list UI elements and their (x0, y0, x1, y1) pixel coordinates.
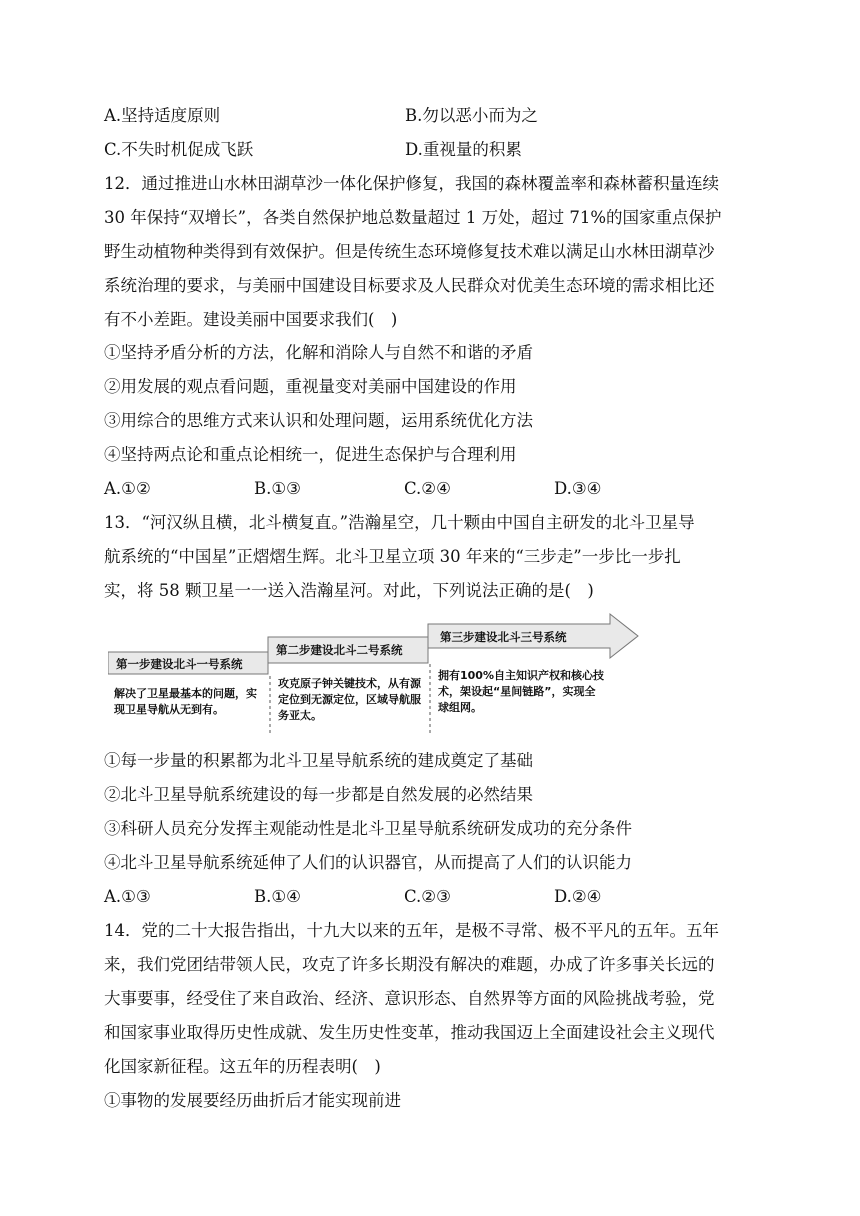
q12-stem-line: 野生动植物种类得到有效保护。但是传统生态环境修复技术难以满足山水林田湖草沙 (104, 242, 715, 261)
q12-option-a: A.①② (104, 479, 151, 498)
q12-statement: ③用综合的思维方式来认识和处理问题，运用系统优化方法 (104, 411, 533, 430)
q11-option-d: D.重视量的积累 (405, 140, 522, 159)
q13-statement: ②北斗卫星导航系统建设的每一步都是自然发展的必然结果 (104, 785, 533, 804)
q12-stem-line: 12．通过推进山水林田湖草沙一体化保护修复，我国的森林覆盖率和森林蓄积量连续 (104, 174, 719, 193)
q13-stem-line: 实，将 58 颗卫星一一送入浩瀚星河。对此，下列说法正确的是( ) (104, 581, 594, 600)
q12-option-c: C.②④ (404, 479, 451, 498)
q13-option-a: A.①③ (104, 887, 151, 906)
q13-option-d: D.②④ (554, 887, 602, 906)
q12-stem-line: 30 年保持“双增长”，各类自然保护地总数量超过 1 万处，超过 71%的国家重点保护 (104, 208, 722, 227)
q11-option-c: C.不失时机促成飞跃 (104, 140, 254, 159)
step-3-description: 拥有100%自主知识产权和核心技术，架设起“星间链路”，实现全球组网。 (438, 669, 604, 714)
q12-statement: ④坚持两点论和重点论相统一，促进生态保护与合理利用 (104, 445, 517, 464)
q12-statement: ①坚持矛盾分析的方法，化解和消除人与自然不和谐的矛盾 (104, 343, 533, 362)
q13-statement: ①每一步量的积累都为北斗卫星导航系统的建成奠定了基础 (104, 751, 533, 770)
q12-statement: ②用发展的观点看问题，重视量变对美丽中国建设的作用 (104, 377, 517, 396)
q11-option-b: B.勿以恶小而为之 (405, 106, 538, 125)
q14-stem-line: 化国家新征程。这五年的历程表明( ) (104, 1057, 381, 1076)
q14-statement: ①事物的发展要经历曲折后才能实现前进 (104, 1091, 401, 1110)
q13-option-c: C.②③ (404, 887, 451, 906)
q13-stem-line: 航系统的“中国星”正熠熠生辉。北斗卫星立项 30 年来的“三步走”一步比一步扎 (104, 547, 681, 566)
q12-stem-line: 系统治理的要求，与美丽中国建设目标要求及人民群众对优美生态环境的需求相比还 (104, 276, 715, 295)
q12-option-b: B.①③ (254, 479, 301, 498)
q13-option-b: B.①④ (254, 887, 301, 906)
q14-stem-line: 来，我们党团结带领人民，攻克了许多长期没有解决的难题，办成了许多事关长远的 (104, 955, 715, 974)
q13-stem-line: 13．“河汉纵且横，北斗横复直。”浩瀚星空，几十颗由中国自主研发的北斗卫星导 (104, 513, 695, 532)
q14-stem-line: 大事要事，经受住了来自政治、经济、意识形态、自然界等方面的风险挑战考验，党 (104, 989, 715, 1008)
step-1-title: 第一步建设北斗一号系统 (116, 657, 243, 671)
step-3-title: 第三步建设北斗三号系统 (440, 630, 567, 644)
q11-option-a: A.坚持适度原则 (104, 106, 221, 125)
q12-option-d: D.③④ (554, 479, 602, 498)
q14-stem-line: 和国家事业取得历史性成就、发生历史性变革，推动我国迈上全面建设社会主义现代 (104, 1023, 715, 1042)
q12-stem-line: 有不小差距。建设美丽中国要求我们( ) (104, 310, 398, 329)
step-2-title: 第二步建设北斗二号系统 (276, 643, 403, 657)
q13-statement: ④北斗卫星导航系统延伸了人们的认识器官，从而提高了人们的认识能力 (104, 853, 632, 872)
q13-statement: ③科研人员充分发挥主观能动性是北斗卫星导航系统研发成功的充分条件 (104, 819, 632, 838)
q14-stem-line: 14．党的二十大报告指出，十九大以来的五年，是极不寻常、极不平凡的五年。五年 (104, 921, 719, 940)
step-1-description: 解决了卫星最基本的问题，实现卫星导航从无到有。 (114, 687, 257, 716)
beidou-steps-diagram (108, 612, 640, 738)
step-2-description: 攻克原子钟关键技术，从有源定位到无源定位，区域导航服务亚太。 (278, 677, 421, 722)
